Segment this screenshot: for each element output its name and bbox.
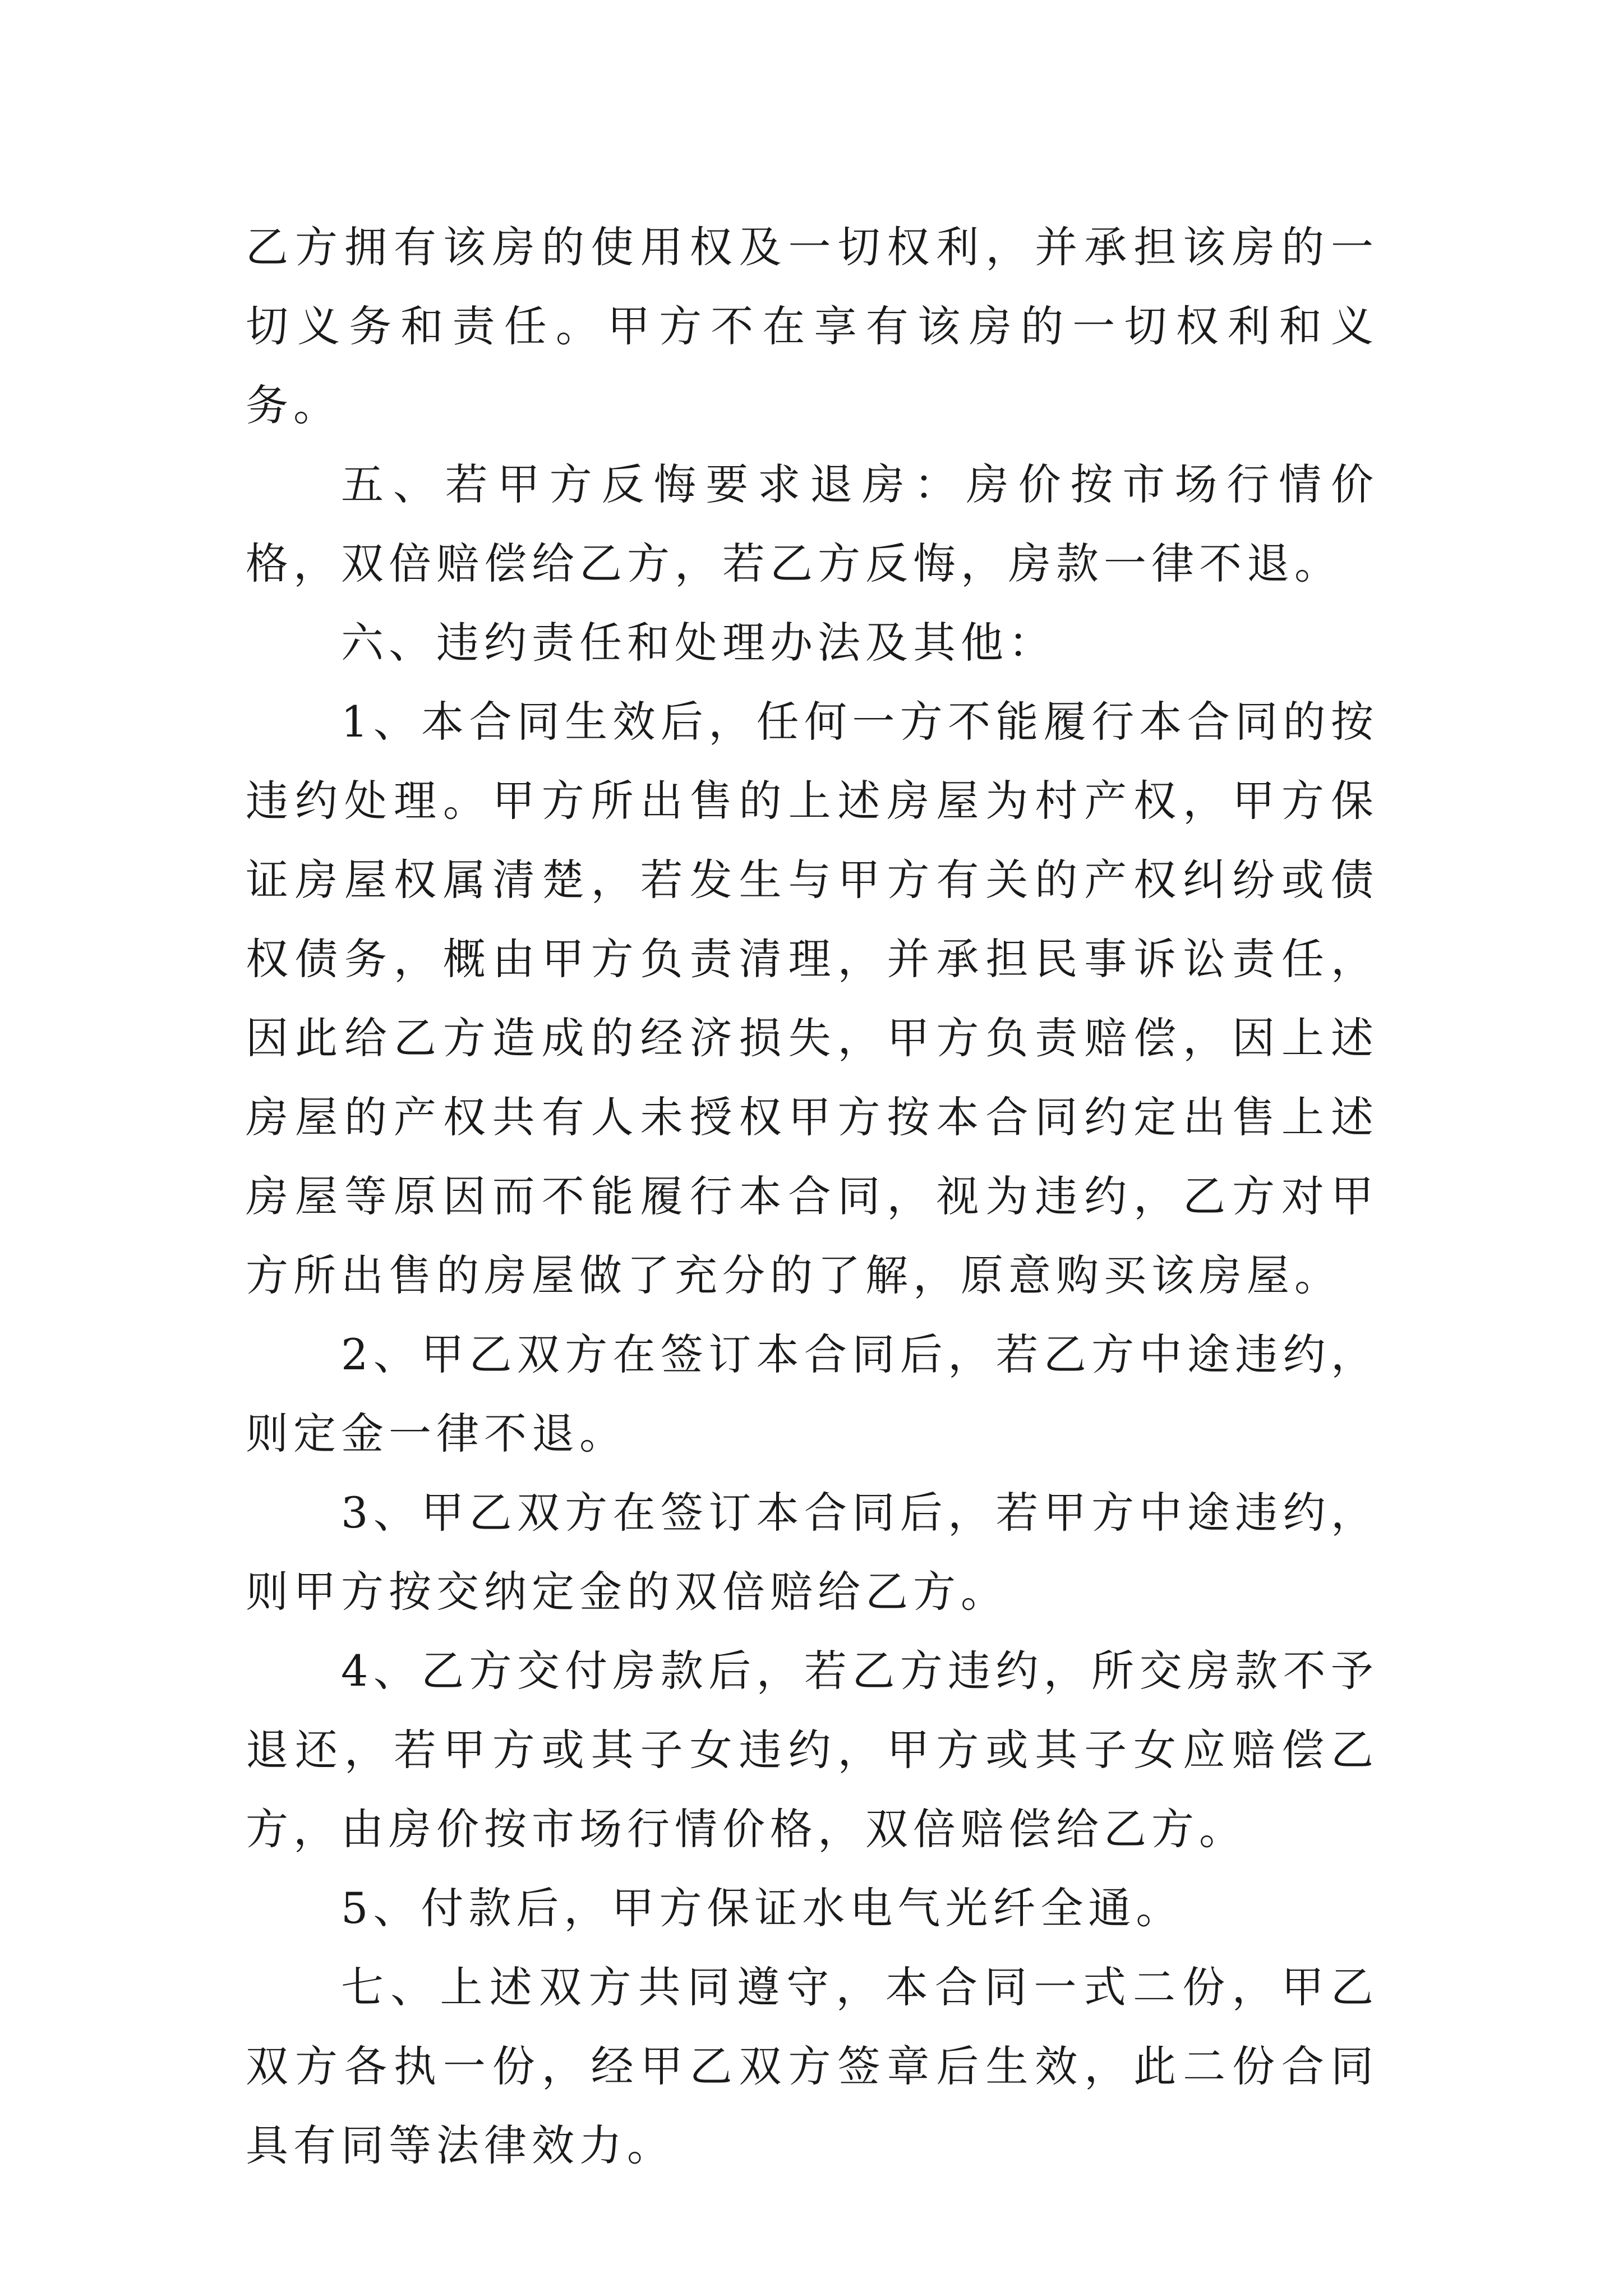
paragraph-clause-6-item-4: 4、乙方交付房款后，若乙方违约，所交房款不予退还，若甲方或其子女违约，甲方或其子女应赔偿乙方，由房价按市场行情价格，双倍赔偿给乙方。 bbox=[246, 1646, 1378, 1854]
paragraph-clause-6-item-3: 3、甲乙双方在签订本合同后，若甲方中途违约，则甲方按交纳定金的双倍赔给乙方。 bbox=[246, 1488, 1378, 1617]
paragraph-clause-6-item-1: 1、本合同生效后，任何一方不能履行本合同的按违约处理。甲方所出售的上述房屋为村产权，甲方保证房屋权属清楚，若发生与甲方有关的产权纠纷或债权债务，概由甲方负责清理，并承担民事诉讼责任，因此给乙方造成的经济损失，甲方负责赔偿，因上述房屋的产权共有人未授权甲方按本合同约定出售上述房屋等原因而不能履行本合同，视为违约，乙方对甲方所出售的房屋做了充分的了解，原意购买该房屋。 bbox=[246, 697, 1378, 1300]
paragraph-rights: 乙方拥有该房的使用权及一切权利，并承担该房的一切义务和责任。甲方不在享有该房的一切权利和义务。 bbox=[246, 222, 1378, 430]
paragraph-clause-6-item-5: 5、付款后，甲方保证水电气光纤全通。 bbox=[341, 1883, 1184, 1933]
paragraph-clause-5: 五、若甲方反悔要求退房：房价按市场行情价格，双倍赔偿给乙方，若乙方反悔，房款一律不退。 bbox=[246, 459, 1378, 588]
document-body bbox=[246, 208, 1378, 2185]
paragraph-clause-6-item-2: 2、甲乙双方在签订本合同后，若乙方中途违约，则定金一律不退。 bbox=[246, 1329, 1378, 1458]
paragraph-clause-6-heading: 六、违约责任和处理办法及其他： bbox=[341, 618, 1056, 668]
paragraph-clause-7: 七、上述双方共同遵守，本合同一式二份，甲乙双方各执一份，经甲乙双方签章后生效，此二份合同具有同等法律效力。 bbox=[246, 1962, 1378, 2170]
